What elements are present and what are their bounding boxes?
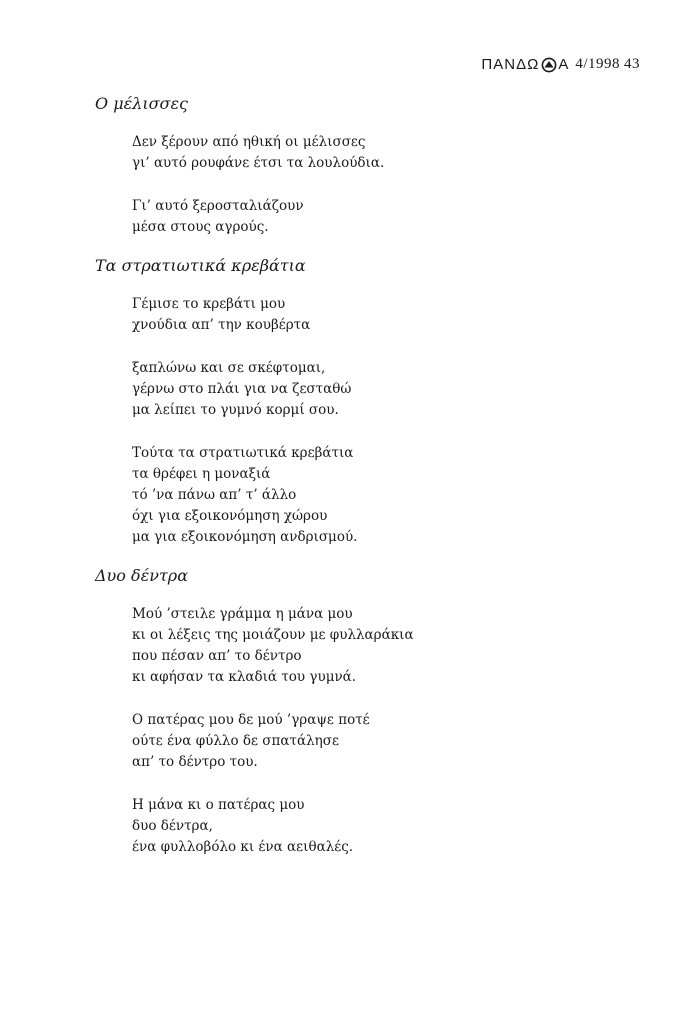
stanza [132, 710, 616, 773]
page-header [481, 56, 640, 73]
poem-line: Η μάνα κι ο πατέρας μου [132, 797, 305, 813]
stanza [132, 795, 616, 858]
stanza [132, 604, 616, 688]
poem-line: Τούτα τα στρατιωτικά κρεβάτια [132, 445, 354, 461]
poem-line: ούτε ένα φύλλο δε σπατάλησε [132, 733, 339, 749]
poem-line: Ο πατέρας μου δε μού ’γραψε ποτέ [132, 712, 370, 728]
poem-title: Ο μέλισσες [95, 94, 188, 113]
poem-line: τα θρέφει η μοναξιά [132, 466, 271, 482]
poem [96, 254, 616, 548]
poem-line: κι οι λέξεις της μοιάζουν με φυλλαράκια [132, 627, 414, 643]
poem-title: Δυο δέντρα [95, 566, 189, 585]
poem-line: δυο δέντρα, [132, 818, 213, 834]
stanza [132, 132, 616, 174]
poem-line: που πέσαν απ’ το δέντρο [132, 648, 302, 664]
issue-number: 4/1998 [575, 56, 620, 72]
poem-line: ξαπλώνω και σε σκέφτομαι, [132, 360, 326, 376]
poem-line: Γέμισε το κρεβάτι μου [132, 296, 286, 312]
poems-section [96, 92, 616, 874]
poem-line: όχι για εξοικονόμηση χώρου [132, 508, 328, 524]
logo-text-left: ΠΑΝΔΩ [481, 56, 540, 73]
poem-line: απ’ το δέντρο του. [132, 754, 258, 770]
logo-text-right: Α [558, 56, 570, 73]
poem-title: Τα στρατιωτικά κρεβάτια [95, 256, 306, 275]
page-number: 43 [624, 56, 640, 72]
stanza [132, 294, 616, 336]
stanza [132, 443, 616, 548]
poem-line: μα λείπει το γυμνό κορμί σου. [132, 402, 339, 418]
poem-line: Δεν ξέρουν από ηθική οι μέλισσες [132, 134, 366, 150]
poem-line: κι αφήσαν τα κλαδιά του γυμνά. [132, 669, 357, 685]
poem [96, 92, 616, 238]
poem-line: γι’ αυτό ρουφάνε έτσι τα λουλούδια. [132, 155, 385, 171]
stanza [132, 358, 616, 421]
poem-line: Γι’ αυτό ξεροσταλιάζουν [132, 198, 304, 214]
stanza [132, 196, 616, 238]
poem-line: μα για εξοικονόμηση ανδρισμού. [132, 529, 358, 545]
poem-line: μέσα στους αγρούς. [132, 219, 269, 235]
logo-emblem-icon [541, 57, 557, 73]
journal-logo [481, 56, 569, 73]
poem-line: τό ’να πάνω απ’ τ’ άλλο [132, 487, 297, 503]
poem-line: γέρνω στο πλάι για να ζεσταθώ [132, 381, 352, 397]
poem-line: Μού ’στειλε γράμμα η μάνα μου [132, 606, 353, 622]
poem [96, 564, 616, 858]
poem-line: χνούδια απ’ την κουβέρτα [132, 317, 311, 333]
poem-line: ένα φυλλοβόλο κι ένα αειθαλές. [132, 839, 354, 855]
